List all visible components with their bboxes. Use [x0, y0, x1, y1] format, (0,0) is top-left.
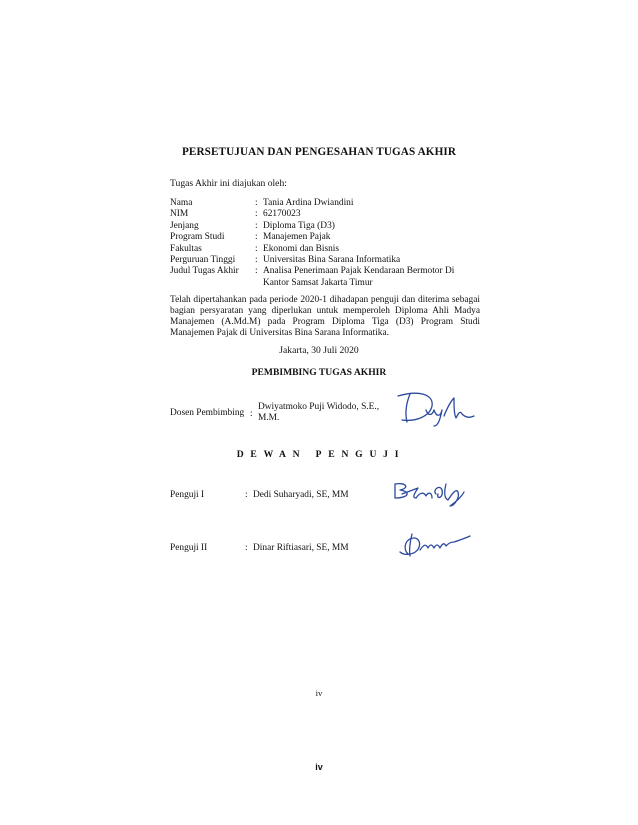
examiner-name: Dedi Suharyadi, SE, MM [253, 490, 349, 500]
examiner-1-signature [392, 480, 468, 508]
info-label: NIM [170, 209, 189, 220]
info-label: Perguruan Tinggi [170, 255, 236, 266]
examiner-label: Penguji I [170, 490, 205, 500]
info-colon: : [255, 243, 258, 254]
date-line: Jakarta, 30 Juli 2020 [279, 345, 359, 356]
info-label: Jenjang [170, 220, 199, 231]
info-row-name [170, 198, 480, 209]
examiner-2-signature [398, 532, 472, 558]
info-colon: : [255, 209, 258, 220]
info-colon: : [255, 266, 258, 277]
info-label: Fakultas [170, 243, 202, 254]
approval-statement: Telah dipertahankan pada periode 2020-1 dihadapan penguji dan diterima sebagai bagian persyaratan yang diperlukan untuk memperoleh Diploma Ahli Madya Manajemen (A.Md.M) pada Program Diploma Tiga (D3) Program Studi Manajemen Pajak di Universitas Bina Sarana Informatika. [170, 295, 480, 338]
examiner-name: Dinar Riftiasari, SE, MM [253, 543, 349, 553]
advisor-label: Dosen Pembimbing [170, 408, 245, 418]
advisor-signature [396, 388, 476, 428]
info-label: Program Studi [170, 232, 225, 243]
intro-text: Tugas Akhir ini diajukan oleh: [170, 178, 287, 189]
examiner-colon: : [245, 490, 248, 500]
info-colon: : [255, 232, 258, 243]
info-value: Diploma Tiga (D3) [263, 220, 335, 231]
advisor-colon: : [250, 409, 253, 419]
info-row-university [170, 255, 480, 266]
advisor-name: Dwiyatmoko Puji Widodo, S.E., M.M. [258, 402, 380, 423]
info-value: Manajemen Pajak [263, 232, 331, 243]
info-value: Tania Ardina Dwiandini [263, 198, 354, 208]
examiner-colon: : [245, 543, 248, 553]
info-row-level [170, 221, 480, 232]
info-row-program [170, 232, 480, 243]
examiner-label: Penguji II [170, 543, 208, 553]
page-number-footer: iv [315, 762, 323, 772]
info-label: Judul Tugas Akhir [170, 266, 239, 277]
info-row-faculty [170, 244, 480, 255]
info-row-thesis-title [170, 266, 480, 289]
info-colon: : [255, 255, 258, 266]
page-number: iv [315, 688, 323, 698]
advisor-heading: PEMBIMBING TUGAS AKHIR [251, 367, 387, 378]
info-row-nim [170, 209, 480, 220]
info-value: 62170023 [263, 209, 301, 220]
info-value: Analisa Penerimaan Pajak Kendaraan Bermotor Di Kantor Samsat Jakarta Timur [263, 266, 455, 288]
info-colon: : [255, 198, 258, 208]
page-title: PERSETUJUAN DAN PENGESAHAN TUGAS AKHIR [182, 146, 456, 158]
info-value: Ekonomi dan Bisnis [263, 243, 340, 254]
info-value: Universitas Bina Sarana Informatika [263, 255, 401, 266]
examiners-heading: DEWAN PENGUJI [236, 449, 406, 460]
info-colon: : [255, 220, 258, 231]
info-label: Nama [170, 198, 193, 208]
student-info-table [170, 198, 480, 289]
